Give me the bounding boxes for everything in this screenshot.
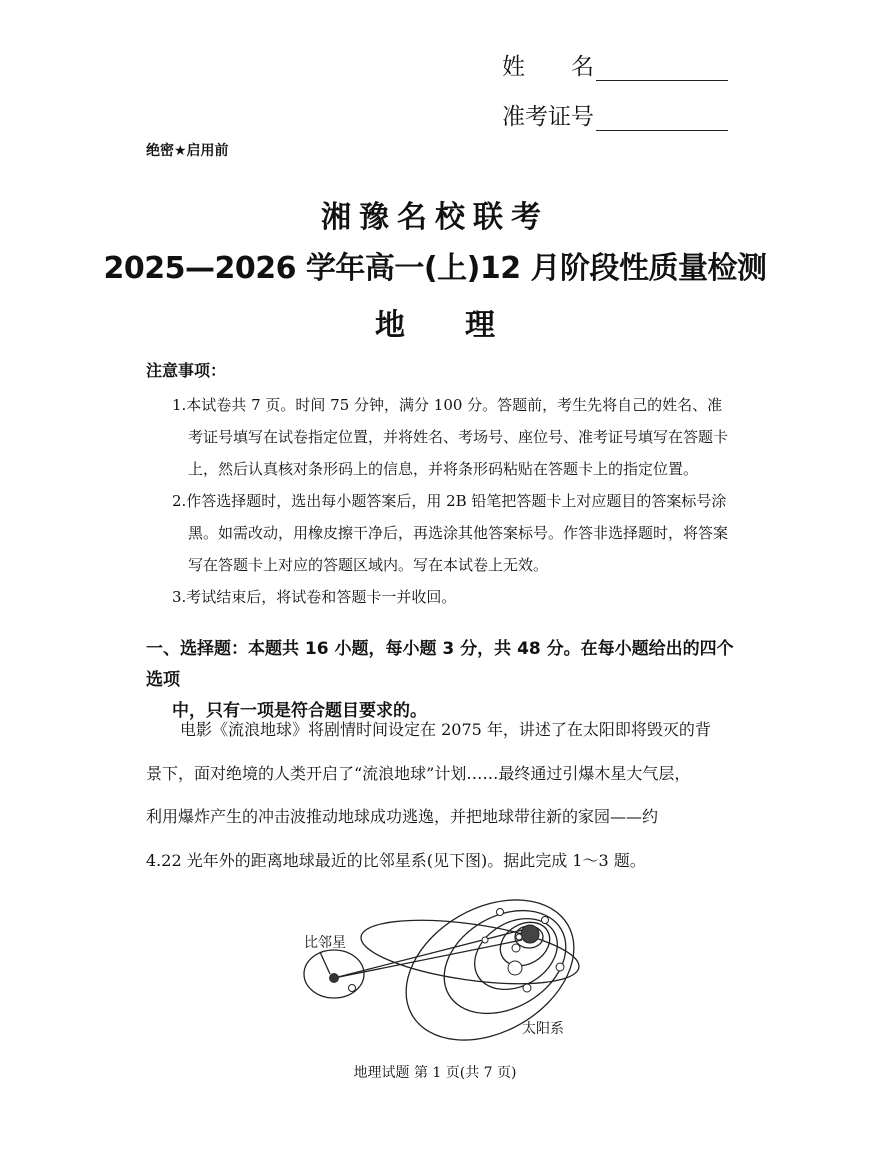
name-label: 姓 名 [502, 54, 594, 80]
orbit-medium [426, 890, 585, 1035]
proxima-planet [349, 985, 356, 992]
reading-passage [146, 708, 736, 882]
notice-heading: 注意事项： [146, 361, 227, 380]
planet [542, 917, 549, 924]
path-line-1 [334, 930, 522, 978]
notice-item: 2.作答选择题时，选出每小题答案后，用 2B 铅笔把答题卡上对应题目的答案标号涂黑。如需改动，用橡皮擦干净后，再选涂其他答案标号。作答非选择题时，将答案写在答题卡上对应的答题区域内。写在本试卷上无效。 [172, 492, 729, 574]
label-proxima: 比邻星 [304, 935, 346, 951]
exam-title-term: 2025—2026 学年高一(上)12 月阶段性质量检测 [103, 251, 767, 286]
exam-subject: 地理 [375, 308, 555, 343]
planet [523, 984, 531, 992]
exam-id-field[interactable] [502, 98, 728, 131]
planet [482, 937, 488, 943]
planet [512, 944, 520, 952]
orbit-small [462, 904, 570, 1003]
name-input-line[interactable] [596, 54, 728, 81]
exam-id-label: 准考证号 [502, 104, 594, 130]
proxima-star [329, 973, 339, 983]
page-footer: 地理试题 第 1 页(共 7 页) [353, 1065, 517, 1081]
passage-line: 利用爆炸产生的冲击波推动地球成功逃逸，并把地球带往新的家园——约 [146, 807, 659, 826]
passage-line: 电影《流浪地球》将剧情时间设定在 2075 年，讲述了在太阳即将毁灭的背 [180, 720, 711, 739]
proxima-pointer-line [320, 952, 330, 974]
planet [556, 963, 564, 971]
exam-id-input-line[interactable] [596, 104, 728, 131]
planet [508, 961, 522, 975]
planet [516, 934, 522, 940]
outer-orbit-long [357, 909, 583, 995]
sun [521, 925, 539, 943]
section-heading-line1: 一、选择题：本题共 16 小题，每小题 3 分，共 48 分。在每小题给出的四个选项 [146, 639, 734, 690]
name-field[interactable] [502, 48, 728, 81]
notice-list [172, 389, 732, 613]
section-heading-line2: 中，只有一项是符合题目要求的。 [172, 701, 427, 721]
secret-label: 绝密★启用前 [146, 143, 229, 159]
notice-item: 3.考试结束后，将试卷和答题卡一并收回。 [172, 588, 457, 606]
orbit-large [381, 882, 599, 1052]
passage-line: 4.22 光年外的距离地球最近的比邻星系(见下图)。据此完成 1～3 题。 [146, 850, 646, 870]
exam-title-alliance: 湘豫名校联考 [321, 200, 549, 235]
planet [497, 909, 504, 916]
label-solar-system: 太阳系 [522, 1021, 564, 1037]
notice-item: 1.本试卷共 7 页。时间 75 分钟，满分 100 分。答题前，考生先将自己的姓名、准考证号填写在试卷指定位置，并将姓名、考场号、座位号、准考证号填写在答题卡上，然后认真核对条形码上的信息，并将条形码粘贴在答题卡上的指定位置。 [172, 396, 729, 478]
passage-line: 景下，面对绝境的人类开启了“流浪地球”计划……最终通过引爆木星大气层， [146, 763, 691, 783]
